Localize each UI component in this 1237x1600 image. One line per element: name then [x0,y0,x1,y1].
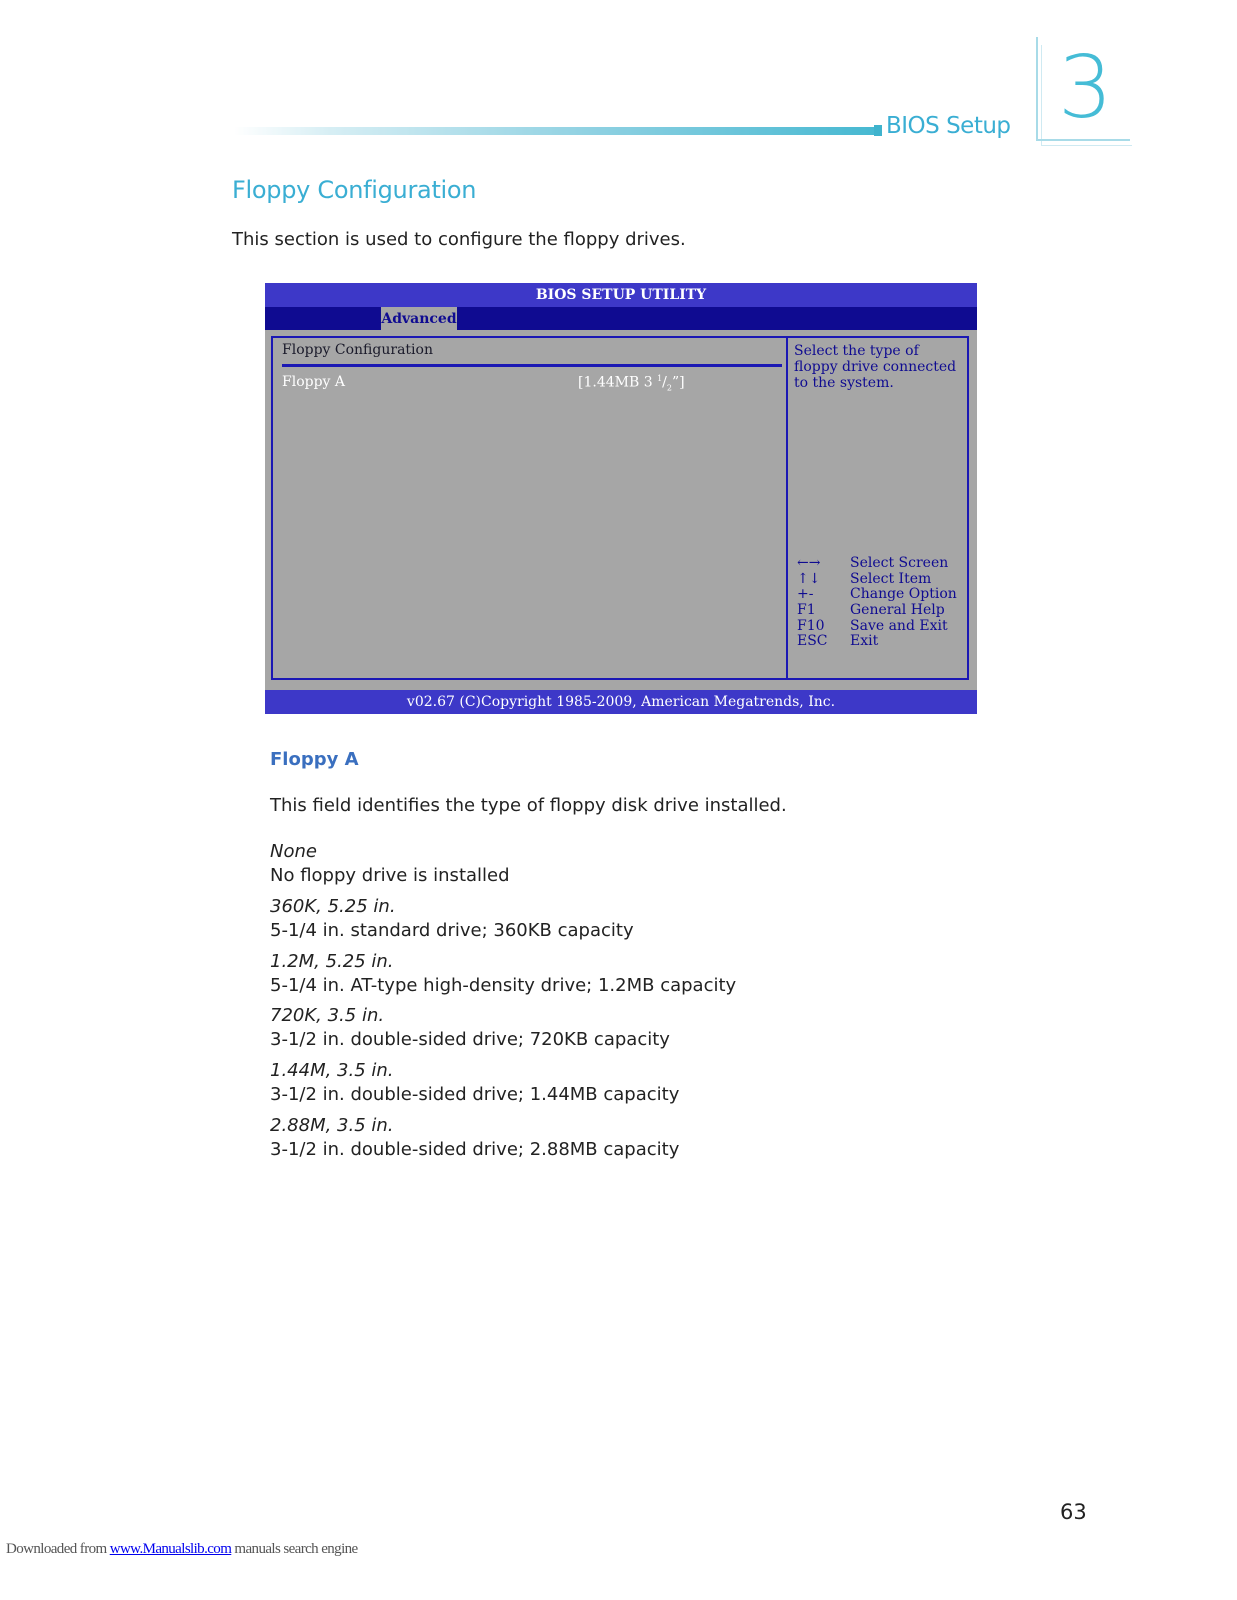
option-name: 1.2M, 5.25 in. [270,951,394,972]
option-item [270,1004,670,1052]
page-number: 63 [1060,1500,1087,1524]
tab-advanced[interactable]: Advanced [381,307,457,330]
option-item [270,840,510,888]
option-name: 2.88M, 3.5 in. [270,1115,394,1136]
header-rule-end [874,125,882,136]
bios-item-floppy-a[interactable]: Floppy A [282,374,346,390]
key-description: General Help [850,602,945,619]
option-name: 360K, 5.25 in. [270,896,396,917]
bios-screen [265,283,977,714]
field-description: This field identifies the type of floppy disk drive installed. [270,795,787,816]
key-label: F1 [797,602,816,619]
download-note-suffix: manuals search engine [231,1541,358,1557]
option-description: 3-1/2 in. double-sided drive; 1.44MB capacity [270,1084,680,1105]
download-note [6,1541,358,1558]
option-name: 1.44M, 3.5 in. [270,1060,394,1081]
option-item [270,895,634,943]
section-intro: This section is used to configure the floppy drives. [232,229,686,250]
key-label: ←→ [797,555,821,571]
option-description: 5-1/4 in. standard drive; 360KB capacity [270,920,634,941]
value-prefix: [1.44MB 3 [578,374,658,391]
option-description: 3-1/2 in. double-sided drive; 2.88MB capacity [270,1139,680,1160]
option-description: 3-1/2 in. double-sided drive; 720KB capacity [270,1029,670,1050]
manualslib-link[interactable]: www.Manualslib.com [109,1541,232,1557]
value-suffix: ”] [671,374,685,391]
option-item [270,1059,679,1107]
field-title: Floppy A [270,749,359,770]
option-description: No floppy drive is installed [270,865,510,886]
bios-help-text: Select the type of floppy drive connected to the system. [794,343,957,391]
header-rule [234,127,882,135]
bios-section-rule [282,364,782,367]
key-description: Select Item [850,570,932,587]
key-label: +- [797,586,814,603]
chapter-number: 3 [1058,38,1113,138]
bios-tab-bar [265,307,977,330]
option-description: 5-1/4 in. AT-type high-density drive; 1.2MB capacity [270,975,737,996]
option-name: 720K, 3.5 in. [270,1005,385,1026]
key-description: Save and Exit [850,617,948,634]
chapter-header-title: BIOS Setup [886,113,1011,139]
value-fraction-denominator: 2 [666,383,672,393]
section-title: Floppy Configuration [232,176,477,204]
bios-title-bar: BIOS SETUP UTILITY [265,283,977,307]
value-fraction-numerator: 1 [657,374,663,383]
value-fraction-slash: / [662,374,667,391]
key-description: Exit [850,633,879,650]
option-name: None [270,841,317,862]
download-note-prefix: Downloaded from [6,1541,110,1557]
key-description: Select Screen [850,555,949,571]
bios-item-floppy-a-value[interactable] [578,374,685,392]
key-label: ↑↓ [797,570,821,587]
bios-panel-divider [786,336,788,680]
key-label: ESC [797,633,828,650]
option-item [270,1114,679,1162]
bios-section-label: Floppy Configuration [282,342,433,358]
bios-footer: v02.67 (C)Copyright 1985-2009, American Megatrends, Inc. [265,690,977,714]
key-label: F10 [797,617,825,634]
option-item [270,950,736,998]
key-description: Change Option [850,586,957,603]
